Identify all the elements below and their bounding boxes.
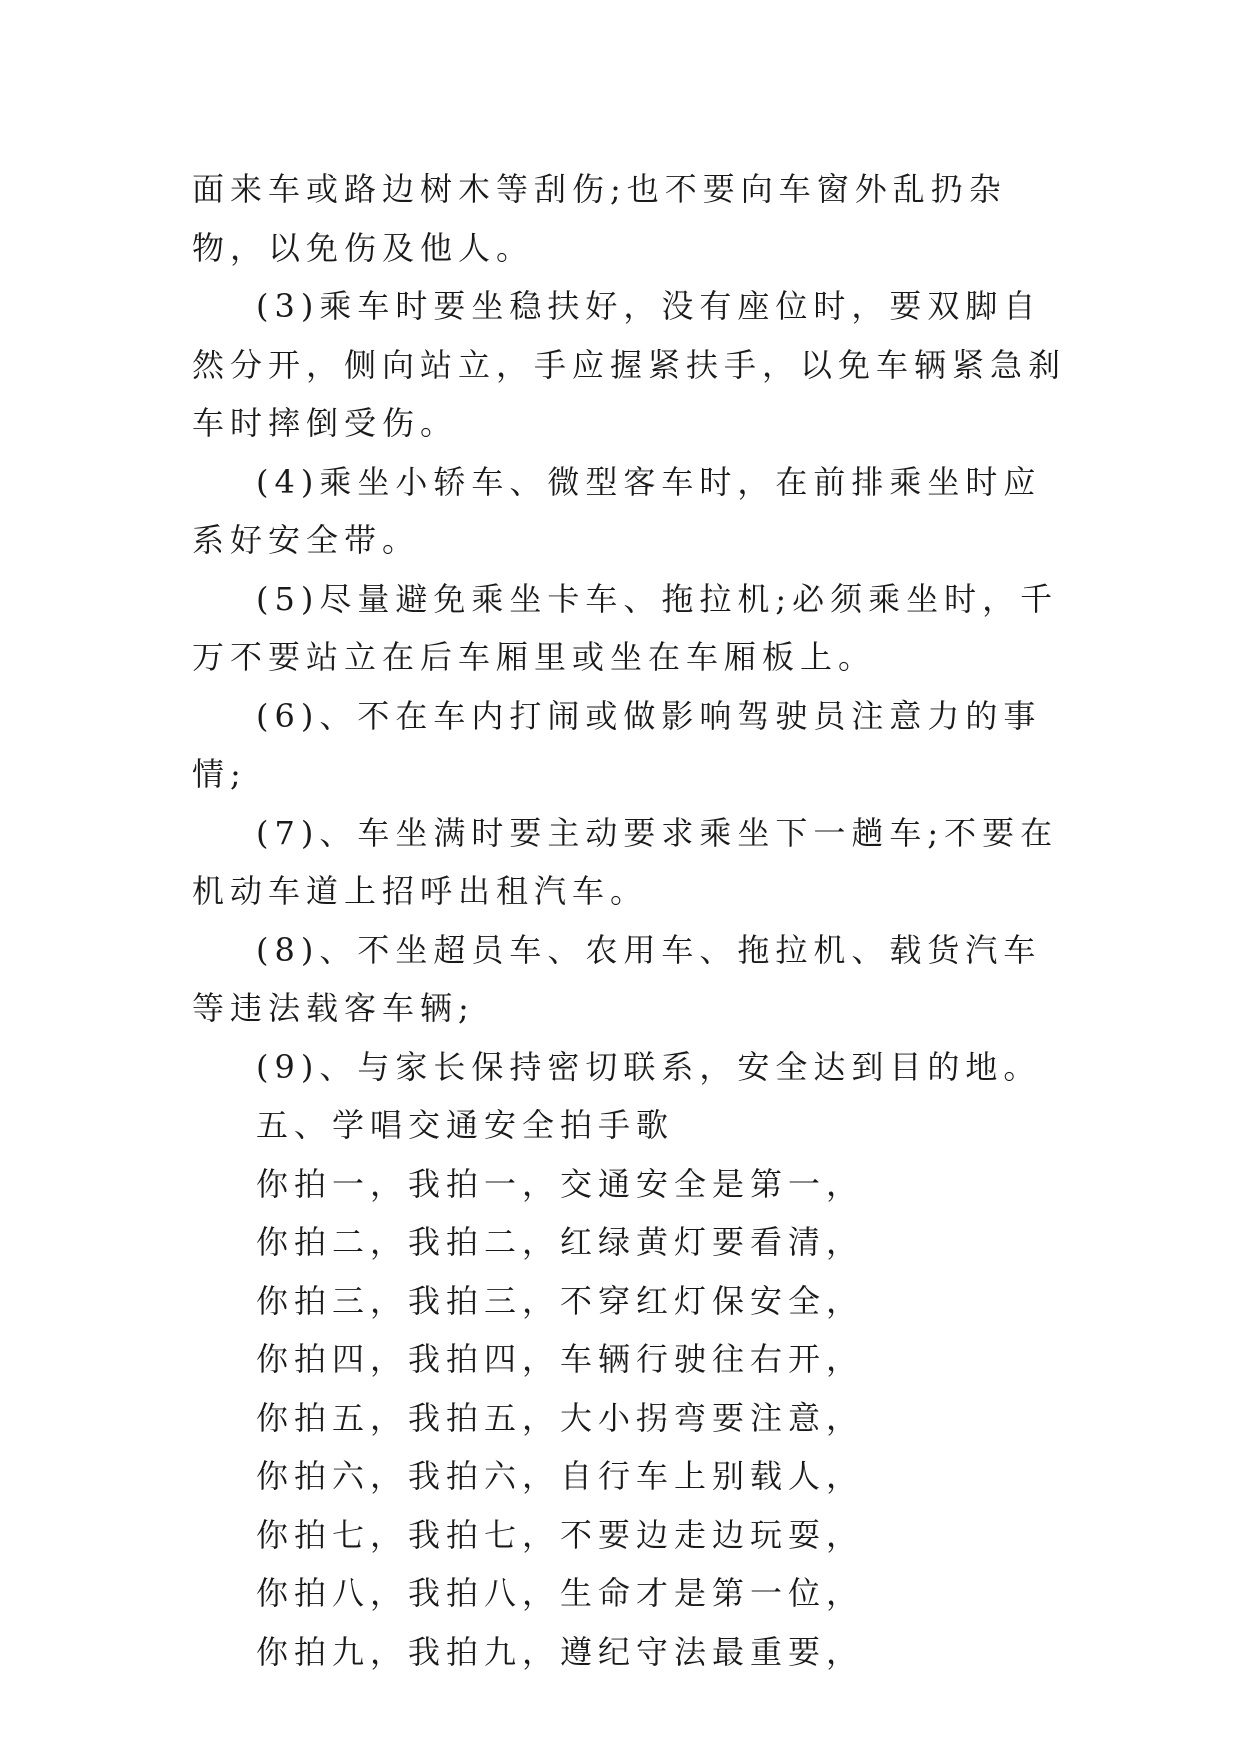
paragraph-item-7: (7)、车坐满时要主动要求乘坐下一趟车;不要在机动车道上招呼出租汽车。 — [192, 813, 1059, 910]
song-line: 你拍一，我拍一，交通安全是第一， — [256, 1164, 865, 1203]
paragraph-item-5: (5)尽量避免乘坐卡车、拖拉机;必须乘坐时，千万不要站立在后车厢里或坐在车厢板上。 — [192, 579, 1059, 676]
section-heading: 五、学唱交通安全拍手歌 — [256, 1106, 675, 1144]
song-line: 你拍四，我拍四，车辆行驶往右开， — [256, 1340, 865, 1378]
paragraph-continuation: 面来车或路边树木等刮伤;也不要向车窗外乱扔杂物，以免伤及他人。 — [192, 170, 1007, 267]
song-line: 你拍七，我拍七，不要边走边玩耍， — [256, 1515, 865, 1554]
document-body — [192, 160, 1072, 1681]
song-line: 你拍六，我拍六，自行车上别载人， — [256, 1457, 865, 1495]
paragraph-item-9: (9)、与家长保持密切联系，安全达到目的地。 — [256, 1047, 1042, 1086]
song-line: 你拍三，我拍三，不穿红灯保安全， — [256, 1281, 865, 1320]
song-line: 你拍二，我拍二，红绿黄灯要看清， — [256, 1223, 865, 1261]
song-line: 你拍九，我拍九，遵纪守法最重要， — [256, 1632, 865, 1671]
paragraph-item-8: (8)、不坐超员车、农用车、拖拉机、载货汽车等违法载客车辆; — [192, 930, 1042, 1027]
paragraph-item-3: (3)乘车时要坐稳扶好，没有座位时，要双脚自然分开，侧向站立，手应握紧扶手，以免车辆紧急刹车时摔倒受伤。 — [192, 287, 1067, 442]
paragraph-item-4: (4)乘坐小轿车、微型客车时，在前排乘坐时应系好安全带。 — [192, 462, 1042, 559]
paragraph-item-6: (6)、不在车内打闹或做影响驾驶员注意力的事情; — [192, 696, 1042, 793]
song-line: 你拍八，我拍八，生命才是第一位， — [256, 1574, 865, 1612]
song-line: 你拍五，我拍五，大小拐弯要注意， — [256, 1398, 865, 1437]
